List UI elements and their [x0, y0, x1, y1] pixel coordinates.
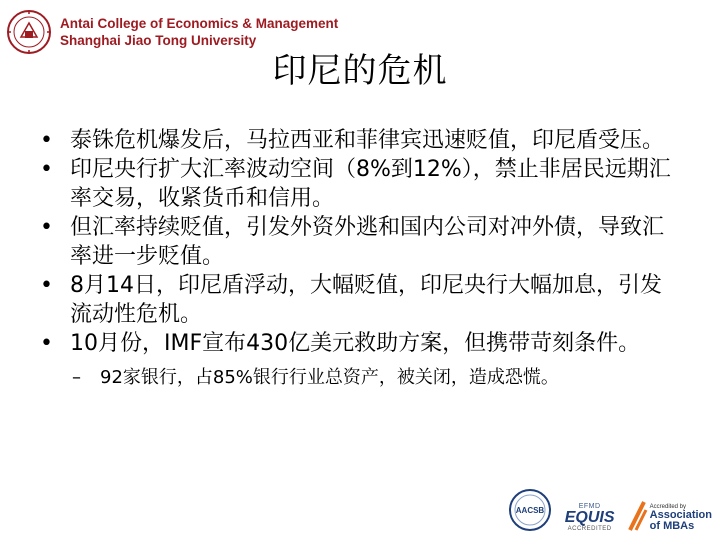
bullet-text: 但汇率持续贬值，引发外资外逃和国内公司对冲外债，导致汇率进一步贬值。	[70, 215, 665, 269]
equis-sub-label: ACCREDITED	[567, 526, 612, 532]
equis-label: EQUIS	[564, 509, 615, 526]
equis-top-label: EFMD	[578, 503, 601, 510]
bullet-marker: •	[40, 273, 53, 298]
amba-line-1: Association	[649, 509, 712, 521]
bullet-marker: •	[40, 157, 53, 182]
institution-line-1: Antai College of Economics & Management	[60, 16, 339, 31]
bullet-list	[40, 126, 680, 390]
bullet-item	[40, 213, 680, 271]
amba-logo	[628, 498, 712, 532]
bullet-text: 泰铢危机爆发后，马拉西亚和菲律宾迅速贬值，印尼盾受压。	[70, 128, 665, 153]
institution-line-2: Shanghai Jiao Tong University	[60, 33, 257, 48]
bullet-text: 印尼央行扩大汇率波动空间（8%到12%），禁止非居民远期汇率交易，收紧货币和信用。	[70, 157, 671, 211]
bullet-text: 8月14日，印尼盾浮动，大幅贬值，印尼央行大幅加息，引发流动性危机。	[70, 273, 662, 327]
bullet-item	[40, 126, 680, 155]
slide-title: 印尼的危机	[272, 51, 448, 91]
bullet-item	[40, 155, 680, 213]
bullet-marker: •	[40, 331, 53, 356]
equis-logo	[562, 503, 618, 532]
accreditation-logos	[508, 488, 712, 532]
bullet-marker: •	[40, 128, 53, 153]
sub-bullet-item	[40, 366, 680, 390]
sub-bullet-marker: –	[72, 367, 81, 388]
amba-text	[650, 504, 712, 532]
amba-accredited-by: Accredited by	[649, 504, 686, 510]
sub-bullet-text: 92家银行，占85%银行行业总资产，被关闭，造成恐慌。	[100, 367, 559, 388]
bullet-item	[40, 329, 680, 358]
bullet-marker: •	[40, 215, 53, 240]
aacsb-label: AACSB	[515, 506, 544, 515]
bullet-text: 10月份，IMF宣布430亿美元救助方案，但携带苛刻条件。	[70, 331, 641, 356]
aacsb-logo-icon	[508, 488, 552, 532]
bullet-item	[40, 271, 680, 329]
amba-line-2: of MBAs	[649, 520, 695, 532]
amba-mark-icon	[628, 498, 648, 532]
